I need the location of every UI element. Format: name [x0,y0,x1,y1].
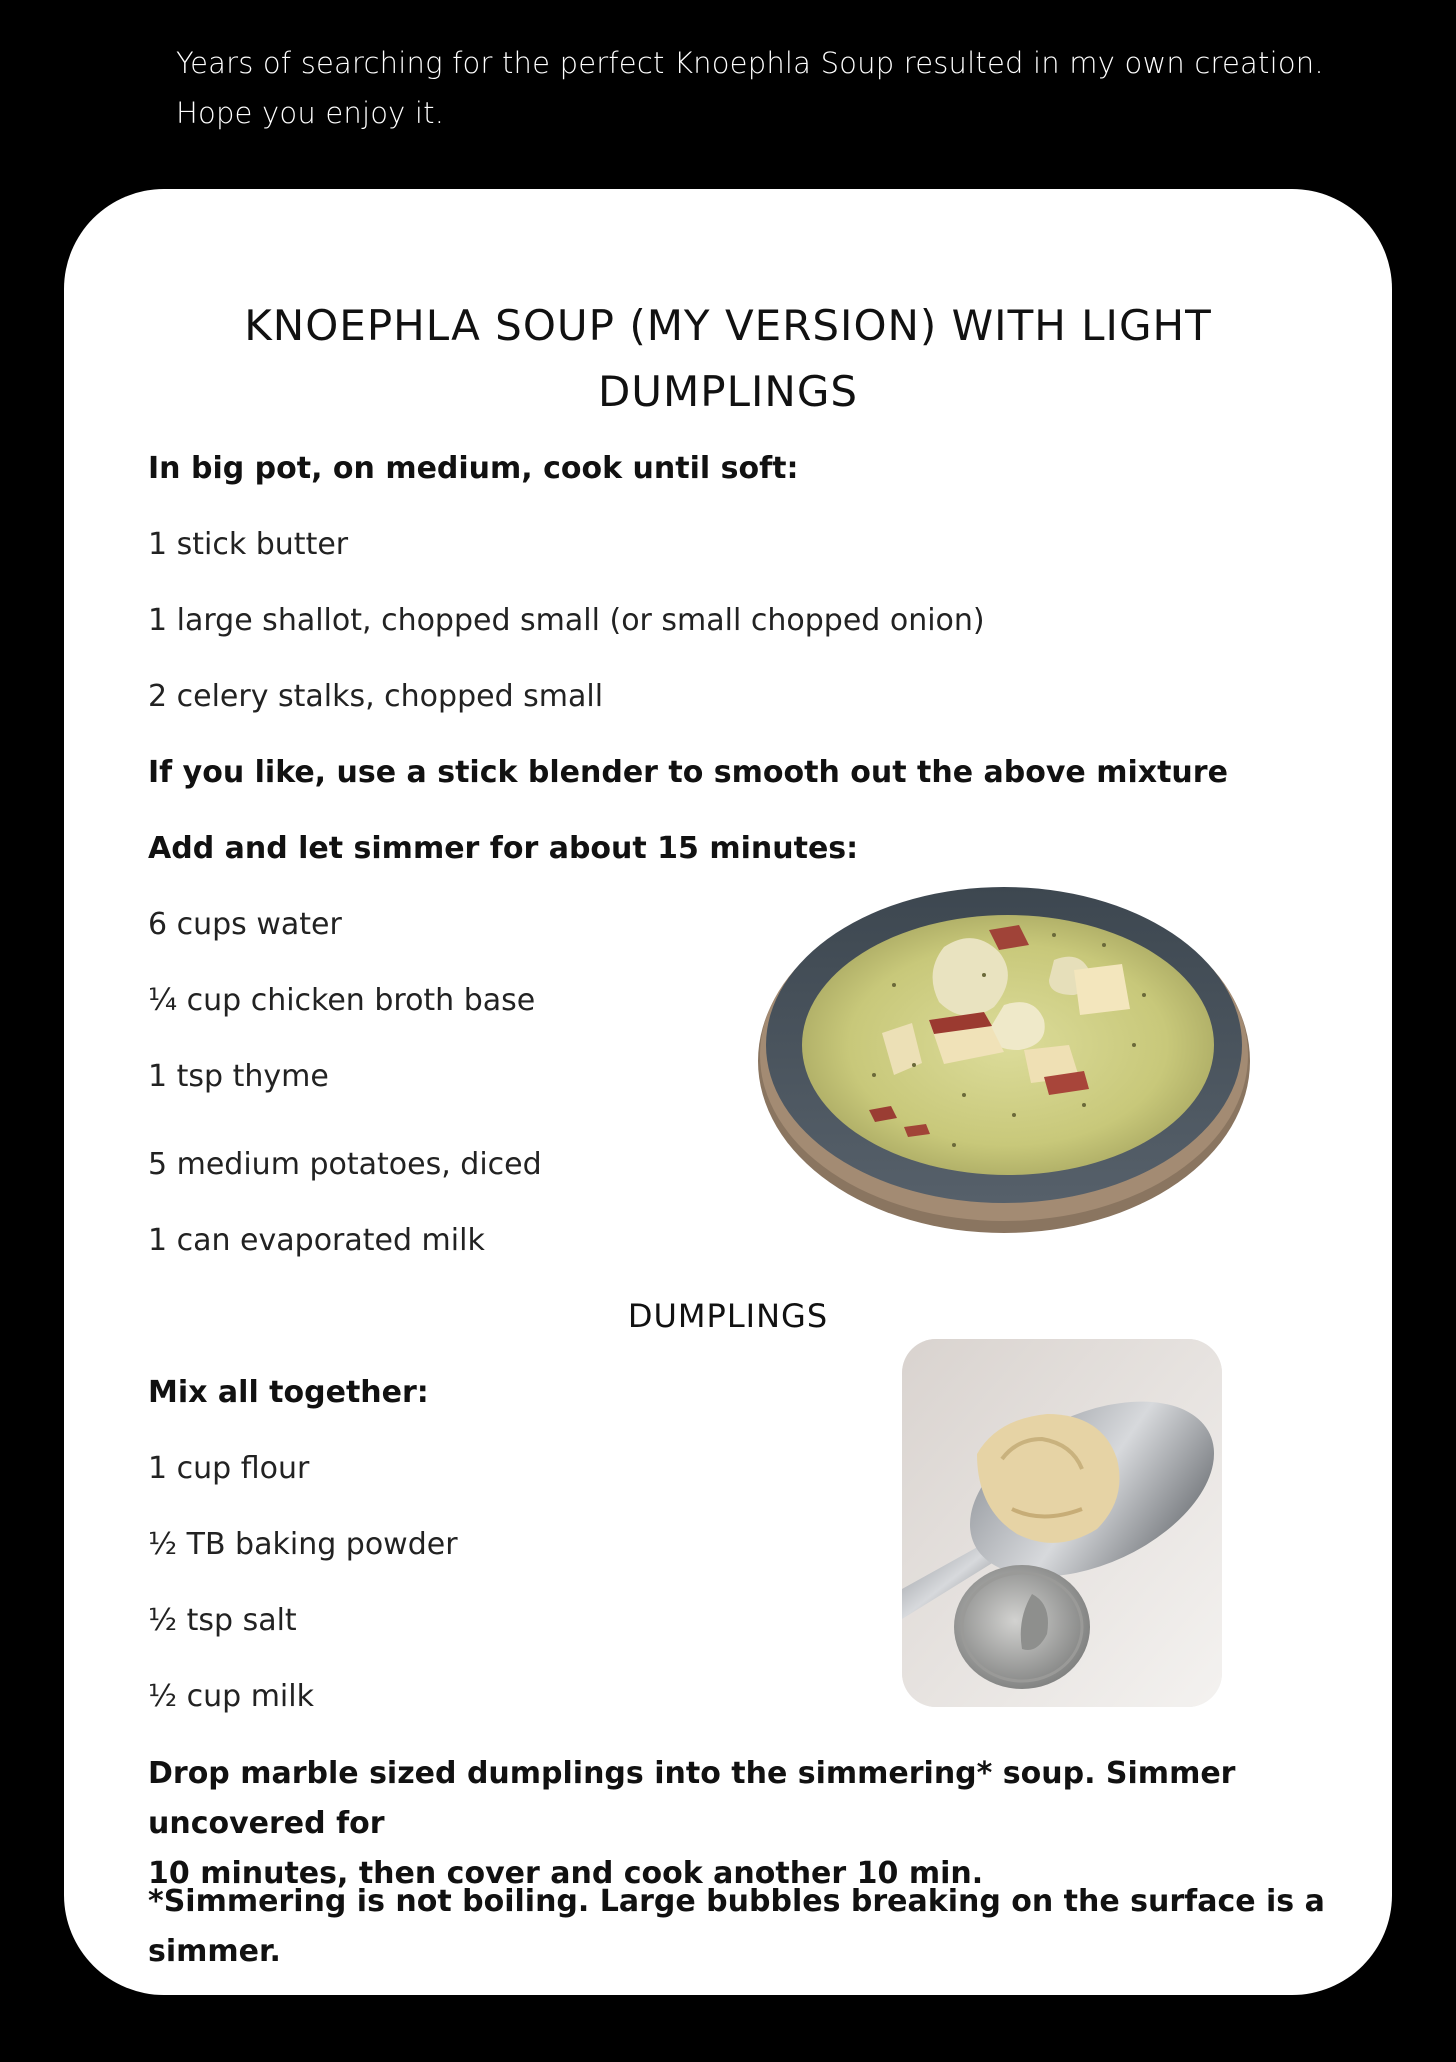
ingredient-milk: ½ cup milk [148,1679,314,1714]
intro-text [176,38,1396,138]
intro-line-2: Hope you enjoy it. [176,96,445,130]
ingredient-water: 6 cups water [148,907,342,942]
ingredient-baking-powder: ½ TB baking powder [148,1527,458,1562]
recipe-title-line-1: KNOEPHLA SOUP (MY VERSION) WITH LIGHT [244,301,1212,350]
dumpling-spoon-illustration [902,1339,1222,1707]
simmer-note: *Simmering is not boiling. Large bubbles breaking on the surface is a simmer. [148,1884,1325,1969]
dumplings-mix-heading: Mix all together: [148,1375,429,1410]
step1-heading: In big pot, on medium, cook until soft: [148,451,799,486]
ingredient-salt: ½ tsp salt [148,1603,297,1638]
recipe-title-line-2: DUMPLINGS [597,367,859,416]
ingredient-potatoes: 5 medium potatoes, diced [148,1147,542,1182]
dumpling-spoon-image [902,1339,1222,1707]
drop-instructions-line-2: 10 minutes, then cover and cook another 10 min. [148,1856,984,1891]
ingredient-butter: 1 stick butter [148,527,349,562]
drop-instructions-line-1: Drop marble sized dumplings into the simmering* soup. Simmer uncovered for [148,1756,1236,1841]
ingredient-broth-base: ¼ cup chicken broth base [148,983,536,1018]
ingredient-evaporated-milk: 1 can evaporated milk [148,1223,485,1258]
ingredient-thyme: 1 tsp thyme [148,1059,329,1094]
recipe-card [64,189,1392,1995]
intro-line-1: Years of searching for the perfect Knoephla Soup resulted in my own creation. [176,46,1324,80]
step2-heading: Add and let simmer for about 15 minutes: [148,831,859,866]
dumplings-heading: DUMPLINGS [627,1297,829,1335]
ingredient-shallot: 1 large shallot, chopped small (or small chopped onion) [148,603,985,638]
recipe-title [64,293,1392,425]
blender-note: If you like, use a stick blender to smooth out the above mixture [148,755,1228,790]
ingredient-celery: 2 celery stalks, chopped small [148,679,604,714]
soup-bowl-image [754,865,1250,1237]
ingredient-flour: 1 cup flour [148,1451,310,1486]
